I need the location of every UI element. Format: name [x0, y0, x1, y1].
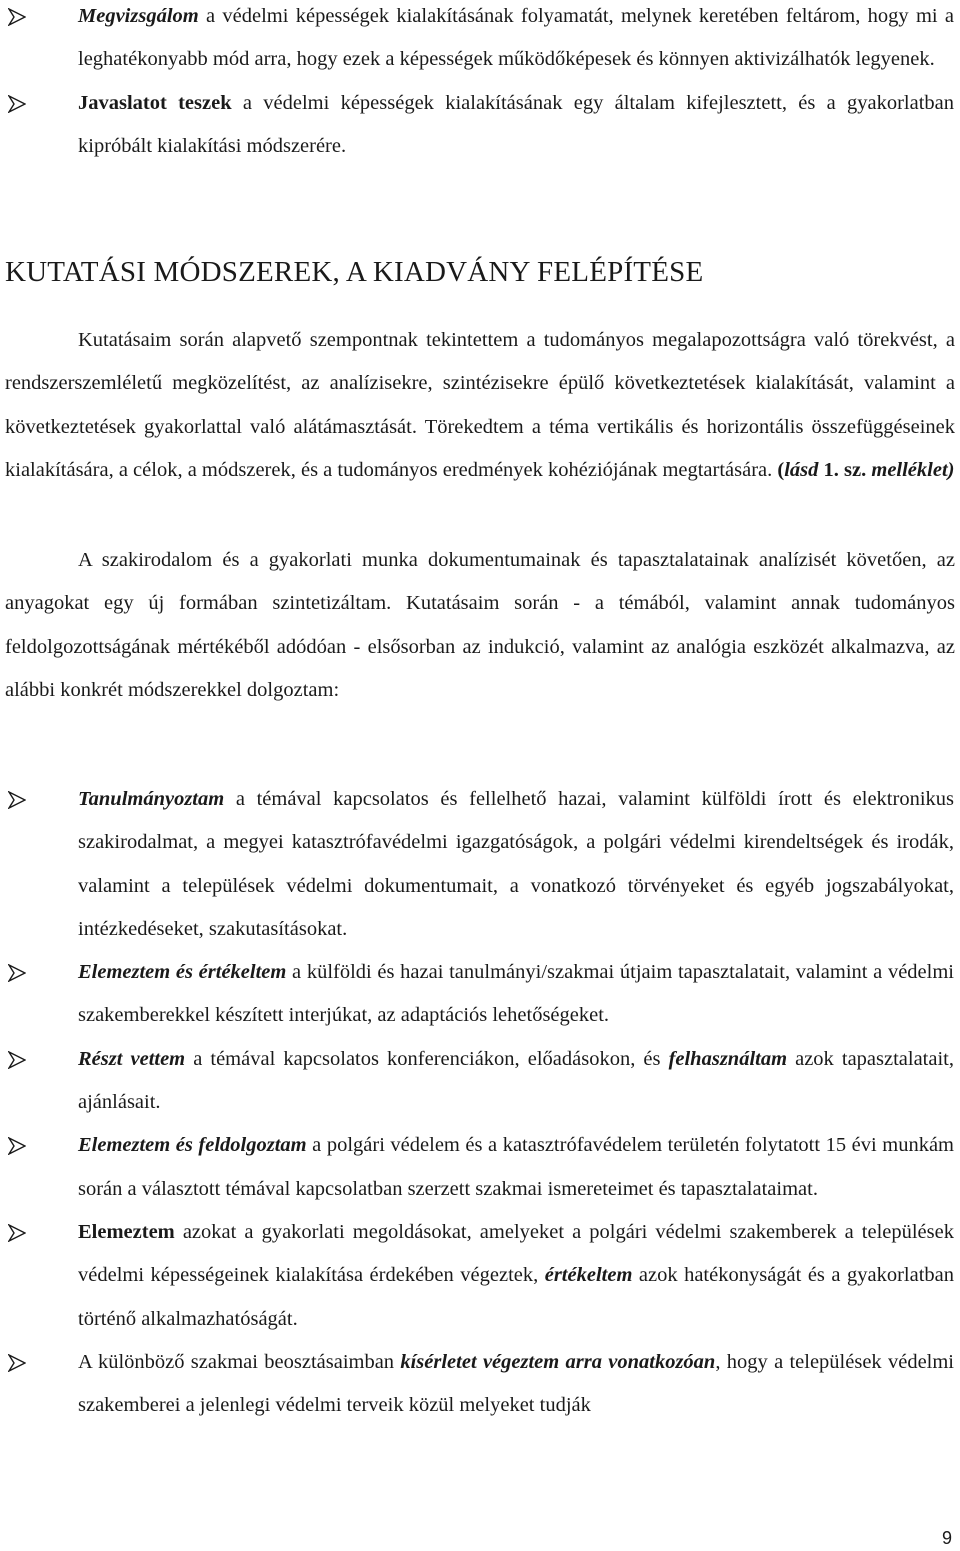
bullet-text: a védelmi képességek kialakításának egy általam kifejlesztett, és a gyakorlatban kipróbált kialakítási módszerére.: [78, 91, 954, 157]
objectives-list: [0, 0, 960, 168]
list-item: [0, 82, 960, 169]
bullet-text: a témával kapcsolatos és fellelhető hazai, valamint külföldi írott és elektronikus szakirodalmat, a megyei katasztrófavédelmi igazgatóságok, a polgári védelmi kirendeltségek és irodák, valamint a települések védelmi dokumentumait, a vonatkozó törvényeket és egyéb jogszabályokat, intézkedéseket, szakutasításokat.: [78, 788, 954, 940]
list-item: [0, 1211, 960, 1341]
methods-paragraph-2: A szakirodalom és a gyakorlati munka dokumentumainak és tapasztalatainak analízisét követően, az anyagokat egy új formában szintetizáltam. Kutatásaim során - a témából, valamint annak tudományos feldolgozottságának mértékéből adódóan - elsősorban az indukció, valamint az analógia eszközét alkalmazva, az alábbi konkrét módszerekkel dolgoztam:: [5, 549, 955, 702]
arrowhead-bullet-icon: [8, 1341, 28, 1384]
bullet-lead: Elemeztem és feldolgoztam: [78, 1134, 307, 1157]
methods-list: [0, 778, 960, 1427]
bullet-lead: Tanulmányoztam: [78, 788, 225, 810]
bullet-text: felhasználtam: [668, 1047, 788, 1070]
list-item: [0, 1038, 960, 1125]
section-heading: KUTATÁSI MÓDSZEREK, A KIADVÁNY FELÉPÍTÉSE: [5, 256, 704, 288]
bullet-text: azok hatékonyságát és a gyakorlatban történő alkalmazhatóságát.: [78, 1264, 954, 1330]
paragraph-text: Kutatásaim során alapvető szempontnak tekintettem a tudományos megalapozottságra való törekvést, a rendszerszemléletű megközelítést, az analízisekre, szintézisekre épülő következtetések kialakítását, valamint a következtetések gyakorlattal való alátámasztását. Törekedtem a téma vertikális és horizontális összefüggéseinek kialakítására, a célok, a módszerek, és a tudományos eredmények kohéziójának megtartására.: [5, 329, 955, 482]
bullet-text: kísérletet végeztem arra vonatkozóan: [400, 1350, 716, 1373]
arrowhead-bullet-icon: [8, 1038, 28, 1081]
arrowhead-bullet-icon: [8, 0, 28, 38]
bullet-lead: Részt vettem: [78, 1047, 186, 1070]
list-item: [0, 1341, 960, 1428]
bullet-text: a témával kapcsolatos konferenciákon, előadásokon, és: [185, 1047, 669, 1070]
bullet-text: értékeltem: [544, 1264, 633, 1287]
bullet-lead: Megvizsgálom: [78, 5, 199, 27]
bullet-text: a külföldi és hazai tanulmányi/szakmai útjaim tapasztalatait, valamint a védelmi szakemberekkel készített interjúkat, az adaptációs lehetőségeket.: [78, 961, 954, 1027]
list-item: [0, 951, 960, 1038]
bullet-lead: Elemeztem: [78, 1220, 175, 1243]
bullet-text: azok tapasztalatait, ajánlásait.: [78, 1047, 954, 1114]
annex-reference: (lásd 1. sz. melléklet): [777, 459, 955, 482]
bullet-lead: A különböző szakmai beosztásaimban: [78, 1350, 401, 1373]
bullet-text: , hogy a települések védelmi szakemberei a jelenlegi védelmi terveik közül melyeket tudják: [78, 1350, 954, 1417]
arrowhead-bullet-icon: [8, 778, 28, 821]
page-number: 9: [941, 1528, 952, 1548]
bullet-text: a polgári védelem és a katasztrófavédelem területén folytatott 15 évi munkám során a választott témával kapcsolatban szerzett szakmai ismereteimet és tapasztalataimat.: [78, 1134, 954, 1200]
methods-paragraph-1: [5, 319, 955, 493]
bullet-lead: Javaslatot teszek: [78, 91, 232, 114]
arrowhead-bullet-icon: [8, 1211, 28, 1254]
bullet-lead: Elemeztem és értékeltem: [78, 961, 287, 984]
list-item: [0, 1124, 960, 1211]
list-item: [0, 778, 960, 951]
arrowhead-bullet-icon: [8, 1124, 28, 1167]
bullet-text: azokat a gyakorlati megoldásokat, amelyeket a polgári védelmi szakemberek a települések védelmi képességeinek kialakítása érdekében végeztek,: [78, 1220, 954, 1287]
list-item: [0, 0, 960, 82]
bullet-text: a védelmi képességek kialakításának folyamatát, melynek keretében feltárom, hogy mi a leghatékonyabb mód arra, hogy ezek a képességek működőképesek és könnyen aktivizálhatók legyenek.: [78, 5, 954, 71]
arrowhead-bullet-icon: [8, 951, 28, 994]
arrowhead-bullet-icon: [8, 82, 28, 125]
